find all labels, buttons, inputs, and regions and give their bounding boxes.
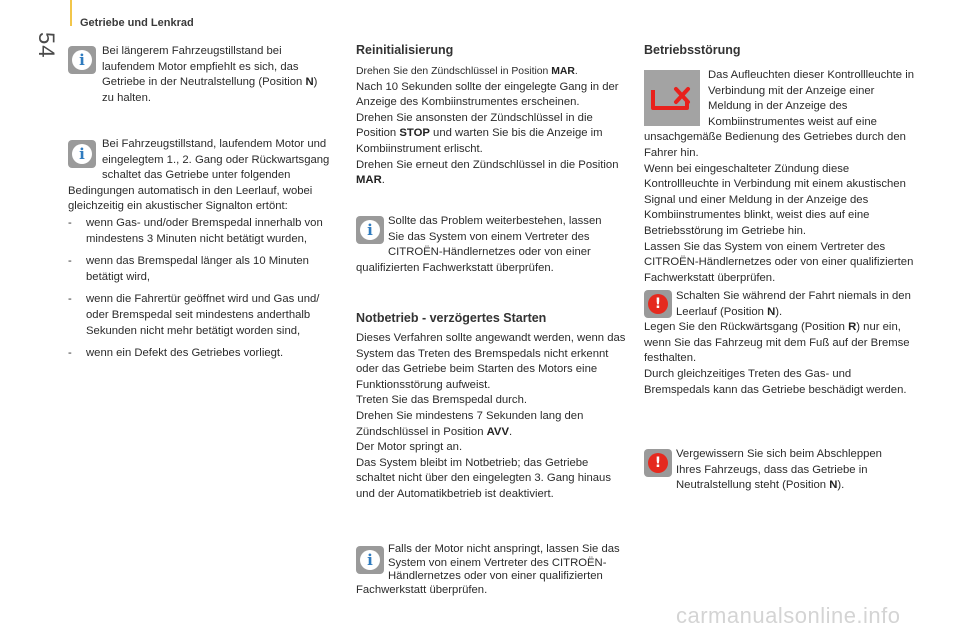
info-icon: i xyxy=(356,546,384,574)
warning-icon: ! xyxy=(644,290,672,318)
heading-notbetrieb: Notbetrieb - verzögertes Starten xyxy=(356,311,547,325)
warning-note-driving: Schalten Sie während der Fahrt niemals in den Leerlauf (Position N). Legen Sie den Rückwärtsgang (Position R) nur ein, wenn Sie das Fahrzeug mit dem Fuß auf der Bremse festhalten. Durch gleichzeitiges Treten des Gas- und Bremspedals kann das Getriebe beschädigt werden. xyxy=(644,290,911,396)
stoerung-text: Das Aufleuchten dieser Kontrollleuchte in Verbindung mit der Anzeige einer Meldung in der Anzeige des Kombiinstrumentes weist auf eine unsachgemäße Bedienung des Getriebes durch den Fahrer hin. Wenn bei eingeschalteter Zündung diese Kontrollleuchte in Verbindung mit einem akustischen Signal und einer Meldung in der Anzeige des Kombiinstrumentes blinkt, weist dies auf eine Betriebsstörung im Getriebe hin. Lassen Sie das System von einem Vertreter des CITROËN-Händlernetzes oder von einer qualifizierten Fachwerkstatt überprüfen. xyxy=(644,69,914,284)
info-icon: i xyxy=(68,140,96,168)
reinit-text: Drehen Sie den Zündschlüssel in Position MAR. Nach 10 Sekunden sollte der eingelegte Gang in der Anzeige des Kombiinstrumentes erscheinen. Drehen Sie ansonsten der Zündschlüssel in die Position STOP und warten Sie bis die Anzeige im Kombiinstrument erlischt. Drehen Sie erneut den Zündschlüssel in die Position MAR. xyxy=(356,66,619,187)
heading-reinitialisierung: Reinitialisierung xyxy=(356,43,454,57)
info-note-service: Sollte das Problem weiterbestehen, lassen Sie das System von einem Vertreter des CITROËN-Händlernetzes oder von einer qualifizierten Fachwerkstatt überprüfen. xyxy=(356,215,602,274)
info-icon: i xyxy=(68,46,96,74)
section-title: Getriebe und Lenkrad xyxy=(80,17,194,29)
warning-note-towing: Vergewissern Sie sich beim Abschleppen Ihres Fahrzeugs, dass das Getriebe in Neutralstellung steht (Position N). xyxy=(676,448,882,492)
list-item: - wenn ein Defekt des Getriebes vorliegt. xyxy=(68,347,284,360)
section-accent-bar xyxy=(70,0,72,26)
info-icon: i xyxy=(356,216,384,244)
conditions-list xyxy=(68,216,340,369)
page-number: 54 xyxy=(34,32,59,59)
watermark: carmanualsonline.info xyxy=(676,603,901,628)
list-item: - wenn das Bremspedal länger als 10 Minuten betätigt wird, xyxy=(68,255,309,283)
list-item: - wenn die Fahrertür geöffnet wird und Gas und/ oder Bremspedal seit mindestens anderthalb Sekunden nicht mehr betätigt worden sind, xyxy=(68,293,320,337)
info-note-no-start: Falls der Motor nicht anspringt, lassen Sie das System von einem Vertreter des CITROËN-Händlernetzes oder von einer qualifizierten Fachwerkstatt überprüfen. xyxy=(356,543,620,596)
list-item: - wenn Gas- und/oder Bremspedal innerhalb von mindestens 3 Minuten nicht betätigt wurden, xyxy=(68,217,323,245)
info-note-neutral: Bei längerem Fahrzeugstillstand bei laufendem Motor empfiehlt es sich, das Getriebe in der Neutralstellung (Position N) zu halten. xyxy=(102,45,318,104)
info-note-auto-neutral: Bei Fahrzeugstillstand, laufendem Motor und eingelegtem 1., 2. Gang oder Rückwartsgang schaltet das Getriebe unter folgenden Bedingungen automatisch in den Leerlauf, wobei gleichzeitig ein akustischer Signalton ertönt: xyxy=(68,138,330,213)
warning-icon: ! xyxy=(644,449,672,477)
heading-betriebsstoerung: Betriebsstörung xyxy=(644,43,741,57)
notbetrieb-text: Dieses Verfahren sollte angewandt werden, wenn das System das Treten des Bremspedals nicht erkennt oder das Getriebe beim Starten des Motors eine Funktionsstörung aufweist. Treten Sie das Bremspedal durch. Drehen Sie mindestens 7 Sekunden lang den Zündschlüssel in Position AVV. Der Motor springt an. Das System bleibt im Notbetrieb; das Getriebe schaltet nicht über den eingelegten 3. Gang hinaus und der Automatikbetrieb ist deaktiviert. xyxy=(356,332,626,500)
